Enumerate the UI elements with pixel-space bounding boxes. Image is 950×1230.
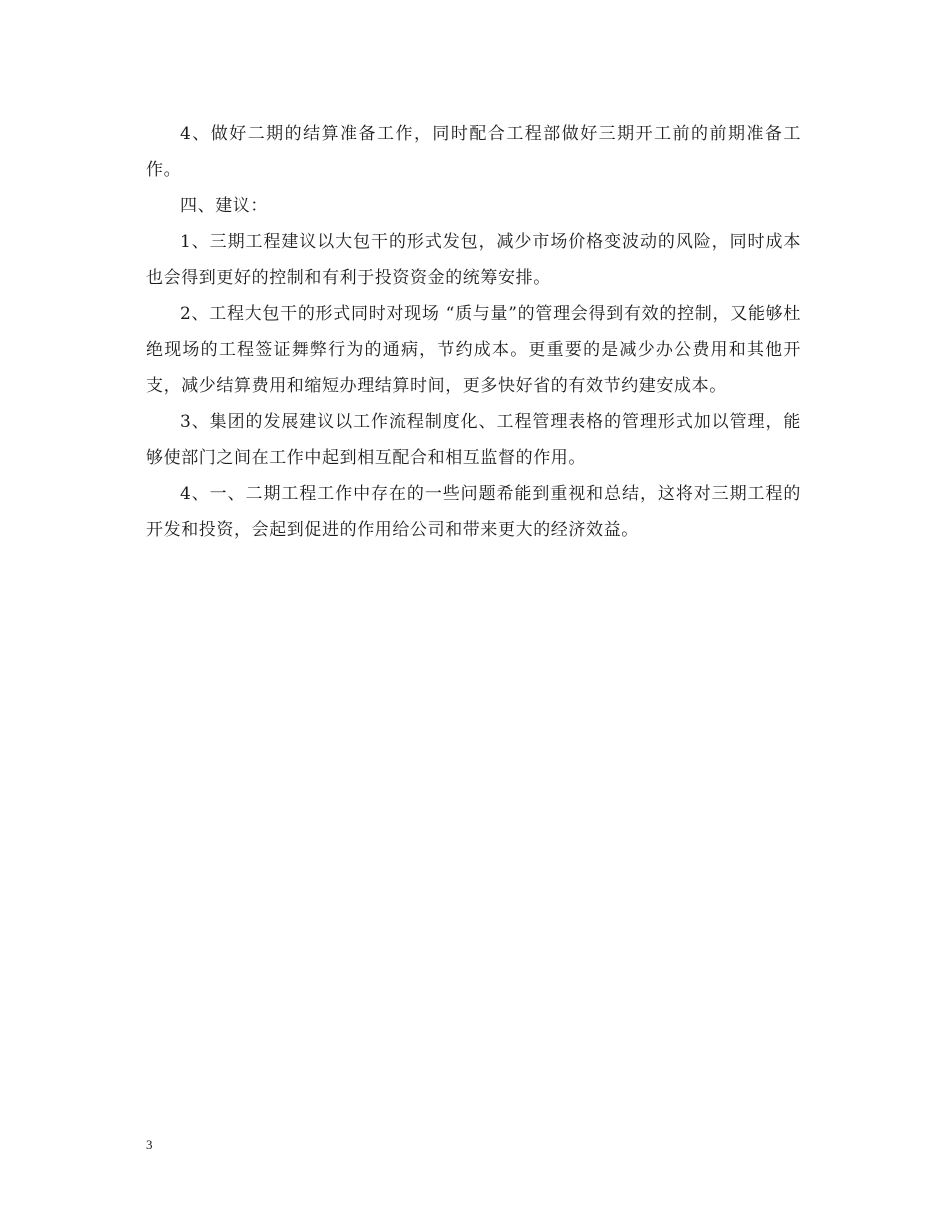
section-heading-suggestions: 四、建议： (180, 196, 268, 216)
paragraph-suggestion-2: 2、工程大包干的形式同时对现场 “质与量”的管理会得到有效的控制，又能够杜绝现场的工程签证舞弊行为的通病，节约成本。更重要的是减少办公费用和其他开支，减少结算费用和缩短办理结算时间，更多快好省的有效节约建安成本。 (146, 304, 801, 396)
paragraph-suggestion-4: 4、一、二期工程工作中存在的一些问题希能到重视和总结，这将对三期工程的开发和投资，会起到促进的作用给公司和带来更大的经济效益。 (146, 484, 801, 540)
document-body (146, 116, 801, 548)
paragraph-suggestion-3: 3、集团的发展建议以工作流程制度化、工程管理表格的管理形式加以管理，能够使部门之间在工作中起到相互配合和相互监督的作用。 (146, 412, 801, 468)
paragraph-item-4-prep: 4、做好二期的结算准备工作，同时配合工程部做好三期开工前的前期准备工作。 (146, 124, 801, 180)
page-number: 3 (146, 1137, 153, 1152)
paragraph-suggestion-1: 1、三期工程建议以大包干的形式发包，减少市场价格变波动的风险，同时成本也会得到更好的控制和有利于投资资金的统筹安排。 (146, 232, 801, 288)
